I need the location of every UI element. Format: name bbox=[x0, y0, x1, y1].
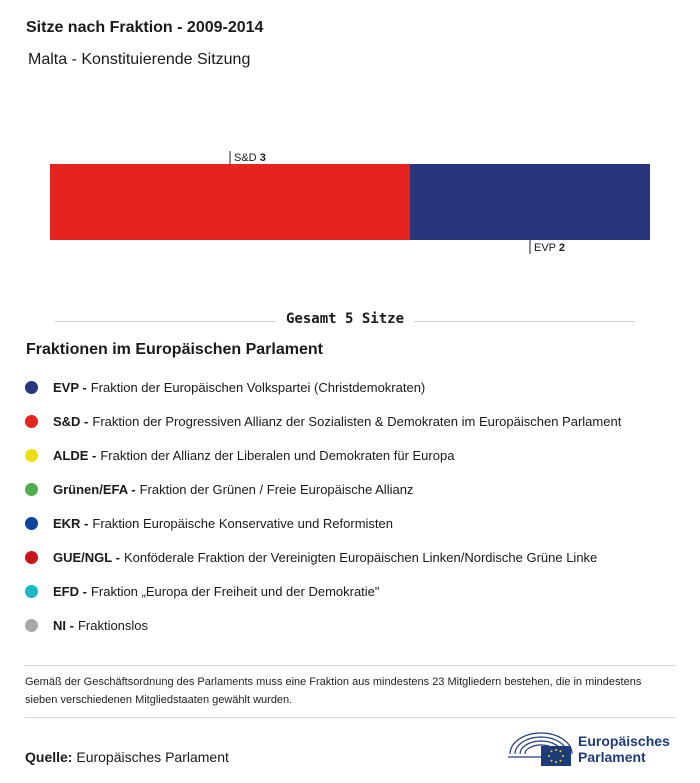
legend-dot bbox=[25, 517, 38, 530]
source-value: Europäisches Parlament bbox=[76, 749, 229, 765]
footnote: Gemäß der Geschäftsordnung des Parlaments muss eine Fraktion aus mindestens 23 Mitgliedern bestehen, die in mindestens sieben verschiedenen Mitgliedstaaten gewählt wurden. bbox=[25, 676, 642, 706]
legend-item bbox=[25, 574, 685, 608]
bar-value-label: 2 bbox=[558, 242, 565, 254]
legend-abbr: NI - bbox=[53, 617, 74, 633]
legend-item bbox=[25, 370, 685, 404]
logo-line-1: Europäisches bbox=[578, 733, 670, 749]
legend-item bbox=[25, 506, 685, 540]
source bbox=[25, 749, 229, 765]
legend-text: Fraktion der Progressiven Allianz der Sozialisten & Demokraten im Europäischen Parlament bbox=[92, 413, 622, 429]
legend-text: Fraktion der Europäischen Volkspartei (Christdemokraten) bbox=[90, 379, 426, 395]
logo-wordmark bbox=[578, 733, 670, 765]
legend-abbr: ALDE - bbox=[53, 447, 97, 463]
chart-subtitle: Malta - Konstituierende Sitzung bbox=[28, 51, 251, 68]
legend-text: Fraktion der Allianz der Liberalen und Demokraten für Europa bbox=[100, 447, 455, 463]
legend-abbr: Grünen/EFA - bbox=[53, 481, 136, 497]
bar-value-label: 3 bbox=[259, 152, 266, 164]
legend-dot bbox=[25, 619, 38, 632]
legend-text: Fraktionslos bbox=[77, 617, 149, 633]
bar-segment-1 bbox=[410, 164, 650, 240]
chart-title: Sitze nach Fraktion - 2009-2014 bbox=[26, 19, 264, 36]
legend-text: Fraktion „Europa der Freiheit und der Demokratie" bbox=[90, 583, 380, 599]
legend-abbr: S&D - bbox=[53, 413, 89, 429]
legend-text: Konföderale Fraktion der Vereinigten Europäischen Linken/Nordische Grüne Linke bbox=[123, 549, 598, 565]
legend-item bbox=[25, 472, 685, 506]
note-divider-bottom bbox=[25, 717, 675, 718]
bar-segment-0 bbox=[50, 164, 410, 240]
bar-category-label: S&D bbox=[234, 152, 260, 164]
seat-bar-chart bbox=[0, 140, 700, 270]
legend-dot bbox=[25, 381, 38, 394]
total-seats bbox=[55, 311, 635, 333]
note-divider-top bbox=[25, 665, 675, 666]
legend-abbr: EVP - bbox=[53, 379, 87, 395]
legend-item bbox=[25, 438, 685, 472]
bar-label-1 bbox=[534, 242, 565, 254]
source-label: Quelle: bbox=[25, 749, 73, 765]
legend-dot bbox=[25, 415, 38, 428]
bar-category-label: EVP bbox=[534, 242, 559, 254]
legend-item bbox=[25, 404, 685, 438]
legend-text: Fraktion Europäische Konservative und Reformisten bbox=[92, 515, 393, 531]
legend-abbr: EKR - bbox=[53, 515, 89, 531]
legend-dot bbox=[25, 483, 38, 496]
legend-item bbox=[25, 540, 685, 574]
ep-logo[interactable] bbox=[508, 728, 678, 768]
parliament-emblem-icon bbox=[508, 728, 574, 768]
logo-line-2: Parlament bbox=[578, 749, 646, 765]
legend-dot bbox=[25, 551, 38, 564]
legend-item bbox=[25, 608, 685, 642]
legend-abbr: GUE/NGL - bbox=[53, 549, 120, 565]
legend-dot bbox=[25, 449, 38, 462]
legend-dot bbox=[25, 585, 38, 598]
total-seats-label: Gesamt 5 Sitze bbox=[276, 311, 414, 327]
legend bbox=[25, 370, 685, 642]
legend-title: Fraktionen im Europäischen Parlament bbox=[26, 341, 323, 358]
legend-text: Fraktion der Grünen / Freie Europäische Allianz bbox=[139, 481, 414, 497]
bar-label-0 bbox=[234, 152, 266, 164]
legend-abbr: EFD - bbox=[53, 583, 87, 599]
